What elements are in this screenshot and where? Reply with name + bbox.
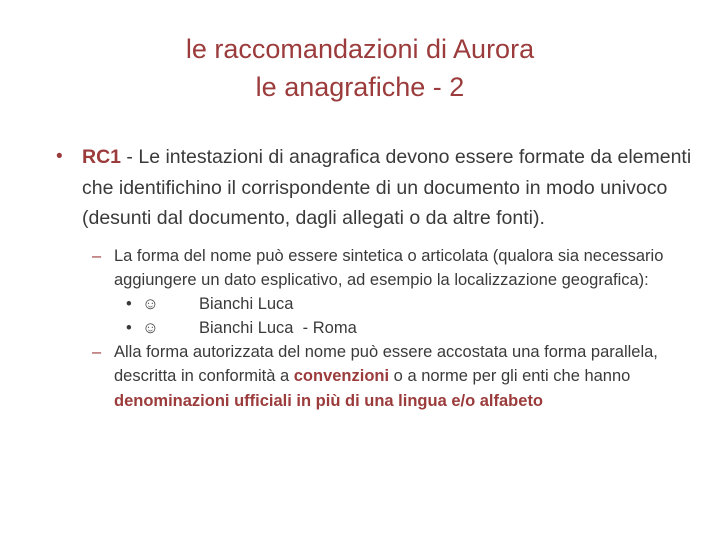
sub-bullet-text: Alla forma autorizzata del nome può essere accostata una forma parallela, descritta in conformità a — [114, 343, 658, 386]
emphasis-denominazioni: denominazioni ufficiali in più di una lingua e/o alfabeto — [114, 391, 544, 410]
title-line-2: le anagrafiche - 2 — [255, 72, 465, 102]
example-bullet: • — [126, 294, 132, 313]
bullet-marker: • — [56, 146, 63, 167]
sub-bullet-forma-parallela — [92, 340, 694, 413]
dash-marker: – — [92, 343, 102, 362]
slide-body — [0, 142, 720, 413]
bullet-text: - Le intestazioni di anagrafica devono essere formate da elementi che identifichino il corrispondente di un documento in modo univoco (desunti dal documento, dagli allegati o da altre fonti). — [82, 146, 692, 229]
bullet-rc1 — [56, 142, 692, 234]
slide-title — [0, 30, 720, 106]
smiley-icon: ☺ — [142, 319, 159, 338]
rule-code: RC1 — [82, 146, 122, 168]
sub-bullet-text: o a norme per gli enti che hanno — [389, 367, 631, 386]
dash-marker: – — [92, 246, 102, 265]
example-text: Bianchi Luca — [199, 294, 294, 313]
example-bullet: • — [126, 319, 132, 338]
sub-bullet-text: La forma del nome può essere sintetica o articolata (qualora sia necessario aggiungere un dato esplicativo, ad esempio la localizzazione geografica): — [114, 246, 664, 289]
sub-bullet-forma-nome — [92, 244, 694, 292]
example-item — [0, 316, 720, 340]
example-item — [0, 292, 720, 316]
title-line-1: le raccomandazioni di Aurora — [185, 34, 535, 64]
emphasis-convenzioni: convenzioni — [293, 367, 390, 386]
smiley-icon: ☺ — [142, 294, 159, 313]
example-text: Bianchi Luca - Roma — [199, 319, 357, 338]
